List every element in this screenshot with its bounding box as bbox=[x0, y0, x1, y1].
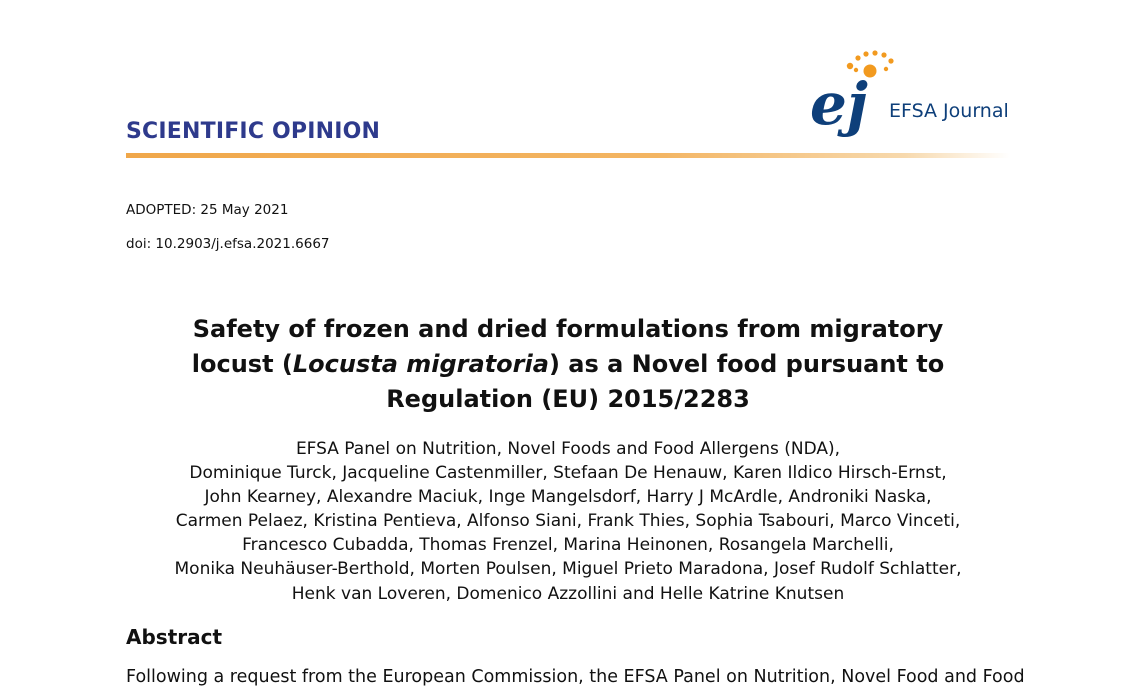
author-line: John Kearney, Alexandre Maciuk, Inge Mangelsdorf, Harry J McArdle, Androniki Naska, bbox=[204, 487, 932, 508]
journal-name: EFSA Journal bbox=[889, 100, 1009, 122]
efsa-journal-logo bbox=[800, 44, 1030, 156]
author-line: Henk van Loveren, Domenico Azzollini and Helle Katrine Knutsen bbox=[291, 583, 845, 604]
author-line: Francesco Cubadda, Thomas Frenzel, Marina Heinonen, Rosangela Marchelli, bbox=[242, 535, 894, 556]
article-type-heading: SCIENTIFIC OPINION bbox=[126, 119, 381, 144]
title-line-1: Safety of frozen and dried formulations from migratory bbox=[192, 315, 944, 343]
title-line-3: Regulation (EU) 2015/2283 bbox=[386, 385, 750, 413]
author-list bbox=[106, 437, 1030, 606]
title-line-2 bbox=[126, 347, 1010, 382]
author-line: Monika Neuhäuser-Berthold, Morten Poulsen, Miguel Prieto Maradona, Josef Rudolf Schlatter, bbox=[174, 559, 962, 580]
species-name: Locusta migratoria bbox=[292, 350, 549, 378]
header-divider bbox=[126, 153, 1010, 158]
author-line: EFSA Panel on Nutrition, Novel Foods and Food Allergens (NDA), bbox=[295, 439, 841, 459]
abstract-body bbox=[126, 664, 1026, 690]
adopted-date: ADOPTED: 25 May 2021 bbox=[126, 202, 289, 218]
author-line: Dominique Turck, Jacqueline Castenmiller, Stefaan De Henauw, Karen Ildico Hirsch-Ernst, bbox=[189, 463, 947, 484]
doi-link[interactable]: doi: 10.2903/j.efsa.2021.6667 bbox=[126, 236, 330, 252]
paper-title bbox=[126, 312, 1010, 417]
title-line-2-end: ) as a Novel food pursuant to bbox=[548, 350, 945, 378]
author-line: Carmen Pelaez, Kristina Pentieva, Alfonso Siani, Frank Thies, Sophia Tsabouri, Marco Vinceti, bbox=[175, 511, 961, 532]
svg-text:ej: ej bbox=[810, 70, 868, 138]
title-line-2-start: locust ( bbox=[191, 350, 293, 378]
abstract-line: Following a request from the European Commission, the EFSA Panel on Nutrition, Novel Food and Food bbox=[126, 667, 1025, 687]
abstract-heading: Abstract bbox=[126, 625, 223, 649]
